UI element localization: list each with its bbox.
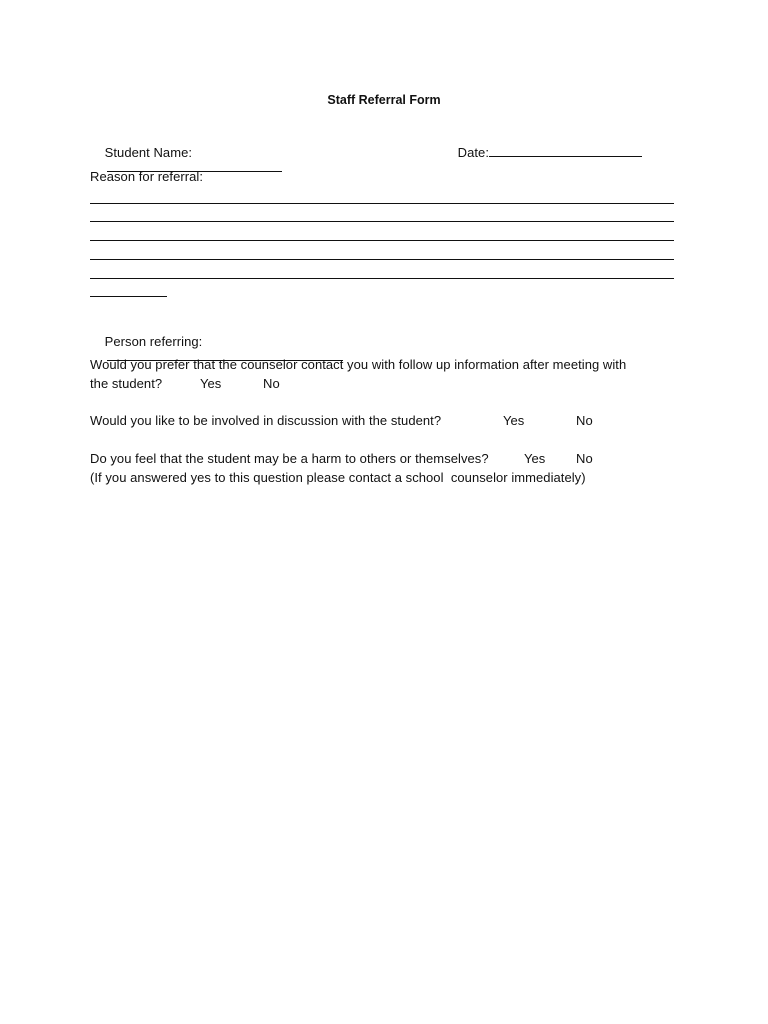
date-field xyxy=(443,130,642,175)
reason-line-6[interactable] xyxy=(90,296,167,297)
question-3-yes[interactable]: Yes xyxy=(524,451,546,466)
student-name-label: Student Name: xyxy=(104,145,193,160)
question-1-text-cont: the student? xyxy=(90,376,163,391)
person-referring-label: Person referring: xyxy=(104,334,203,349)
question-1-text: Would you prefer that the counselor contact you with follow up information after meeting with xyxy=(90,357,627,372)
question-2-no[interactable]: No xyxy=(576,413,593,428)
reason-line-5[interactable] xyxy=(90,278,674,279)
date-blank[interactable] xyxy=(489,145,642,157)
date-label: Date: xyxy=(457,145,489,160)
question-3-note: (If you answered yes to this question please contact a school counselor immediately) xyxy=(90,470,586,485)
question-3-no[interactable]: No xyxy=(576,451,593,466)
reason-line-3[interactable] xyxy=(90,240,674,241)
reason-line-1[interactable] xyxy=(90,203,674,204)
reason-line-2[interactable] xyxy=(90,221,674,222)
reason-line-4[interactable] xyxy=(90,259,674,260)
question-1-yes[interactable]: Yes xyxy=(200,376,222,391)
reason-label: Reason for referral: xyxy=(90,169,203,184)
question-2-text: Would you like to be involved in discussion with the student? xyxy=(90,413,442,428)
question-3-text: Do you feel that the student may be a harm to others or themselves? xyxy=(90,451,489,466)
question-2-yes[interactable]: Yes xyxy=(503,413,525,428)
form-title: Staff Referral Form xyxy=(327,93,441,107)
question-1-no[interactable]: No xyxy=(263,376,280,391)
